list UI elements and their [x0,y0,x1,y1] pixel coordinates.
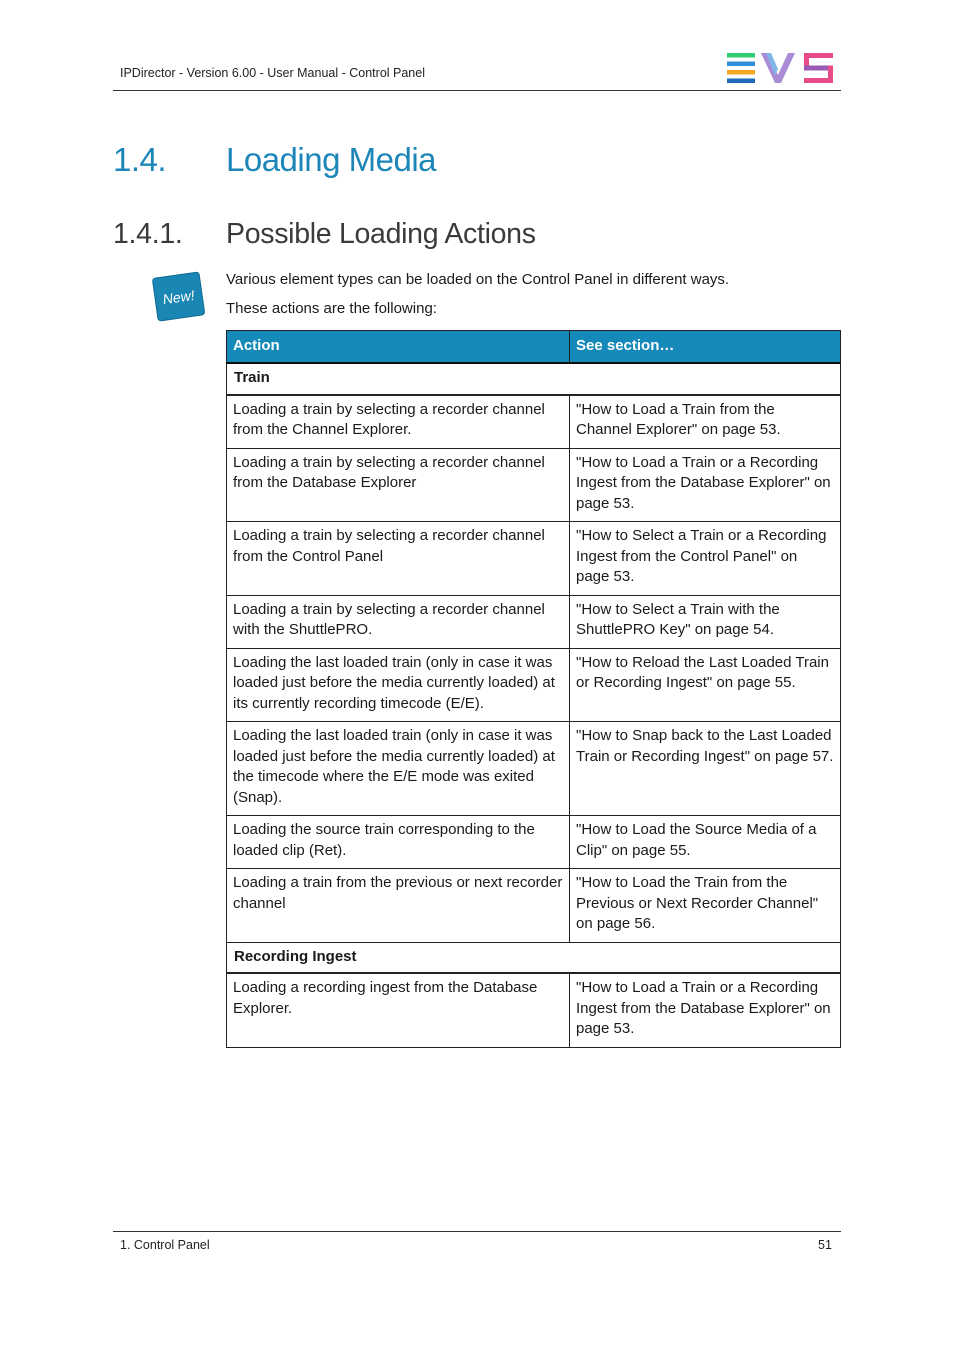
reference-cell: "How to Select a Train with the ShuttlePRO Key" on page 54. [570,595,841,648]
header-divider [113,90,841,91]
table-row [227,816,841,869]
footer-divider [113,1231,841,1232]
action-cell: Loading a recording ingest from the Database Explorer. [227,973,570,1047]
action-cell: Loading a train by selecting a recorder channel from the Channel Explorer. [227,395,570,449]
table-group-row [227,942,841,973]
intro-paragraph-2: These actions are the following: [226,300,437,317]
intro-paragraph-1: Various element types can be loaded on the Control Panel in different ways. [226,271,730,288]
subsection-number: 1.4.1. [113,218,183,250]
reference-cell: "How to Load a Train or a Recording Ingest from the Database Explorer" on page 53. [570,448,841,522]
action-cell: Loading the last loaded train (only in case it was loaded just before the media currently loaded) at its currently recording timecode (E/E). [227,648,570,722]
table-row [227,595,841,648]
svg-text:New!: New! [161,286,196,308]
action-cell: Loading a train by selecting a recorder channel with the ShuttlePRO. [227,595,570,648]
reference-cell: "How to Load the Train from the Previous or Next Recorder Channel" on page 56. [570,869,841,943]
action-cell: Loading the source train corresponding to the loaded clip (Ret). [227,816,570,869]
group-heading: Train [227,363,841,395]
action-cell: Loading a train by selecting a recorder channel from the Database Explorer [227,448,570,522]
column-header-action: Action [227,331,570,364]
action-cell: Loading a train from the previous or next recorder channel [227,869,570,943]
reference-cell: "How to Load the Source Media of a Clip" on page 55. [570,816,841,869]
reference-cell: "How to Snap back to the Last Loaded Train or Recording Ingest" on page 57. [570,722,841,816]
reference-cell: "How to Load a Train from the Channel Explorer" on page 53. [570,395,841,449]
loading-actions-table [226,330,841,1048]
table-row [227,648,841,722]
reference-cell: "How to Select a Train or a Recording Ingest from the Control Panel" on page 53. [570,522,841,596]
column-header-see-section: See section… [570,331,841,364]
subsection-title: Possible Loading Actions [226,218,536,250]
table-row [227,448,841,522]
reference-cell: "How to Reload the Last Loaded Train or Recording Ingest" on page 55. [570,648,841,722]
section-number: 1.4. [113,141,167,178]
new-badge-icon [152,270,206,322]
table-row [227,522,841,596]
table-row [227,722,841,816]
evs-logo [727,53,835,83]
table-header-row [227,331,841,364]
reference-cell: "How to Load a Train or a Recording Ingest from the Database Explorer" on page 53. [570,973,841,1047]
table-row [227,973,841,1047]
table-body [227,363,841,1047]
action-cell: Loading a train by selecting a recorder channel from the Control Panel [227,522,570,596]
table-group-row [227,363,841,395]
page-number: 51 [818,1238,832,1252]
group-heading: Recording Ingest [227,942,841,973]
table-row [227,869,841,943]
header-title: IPDirector - Version 6.00 - User Manual - Control Panel [120,66,425,80]
action-cell: Loading the last loaded train (only in case it was loaded just before the media currently loaded) at the timecode where the E/E mode was exited (Snap). [227,722,570,816]
footer-chapter: 1. Control Panel [120,1238,210,1252]
section-title: Loading Media [226,141,436,178]
table-row [227,395,841,449]
